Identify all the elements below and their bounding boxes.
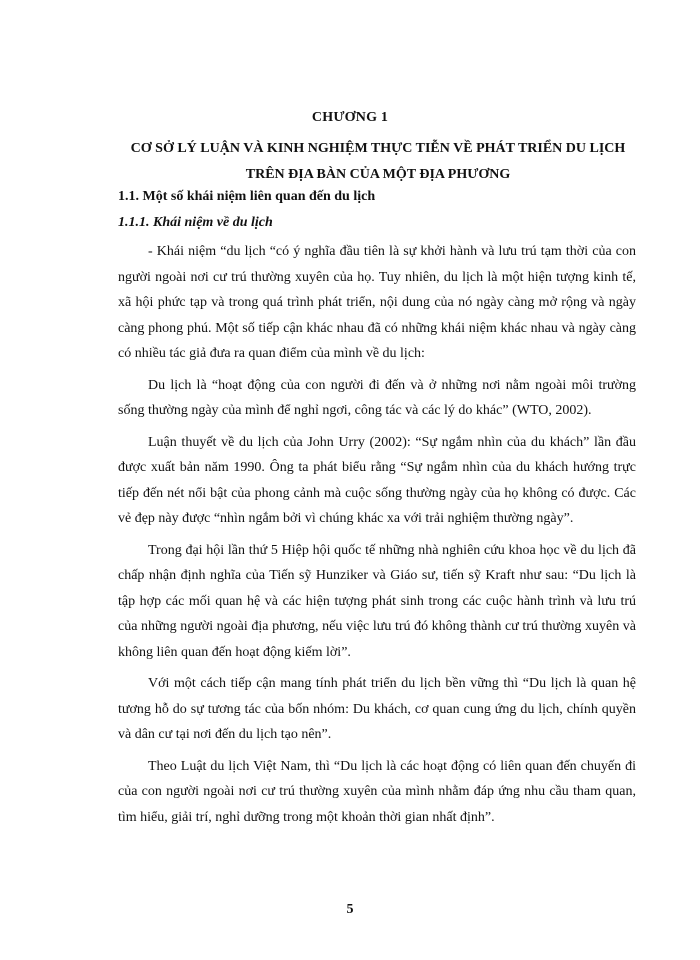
body-text: [118, 239, 636, 836]
paragraph: Trong đại hội lần thứ 5 Hiệp hội quốc tế những nhà nghiên cứu khoa học về du lịch đã chấp nhận định nghĩa của Tiến sỹ Hunziker và Giáo sư, tiến sỹ Kraft như sau: “Du lịch là tập hợp các mối quan hệ và các hiện tượng phát sinh trong các cuộc hành trình và lưu trú của những người ngoài địa phương, nếu việc lưu trú đó không thành cư trú thường xuyên và không liên quan đến hoạt động kiếm lời”.: [118, 542, 636, 660]
subsection-heading: 1.1.1. Khái niệm về du lịch: [118, 215, 273, 230]
paragraph: - Khái niệm “du lịch “có ý nghĩa đầu tiên là sự khởi hành và lưu trú tạm thời của con người ngoài nơi cư trú thường xuyên của họ. Tuy nhiên, du lịch là một hiện tượng kinh tế, xã hội phức tạp và trong quá trình phát triển, nội dung của nó ngày càng mở rộng và ngày càng phong phú. Một số tiếp cận khác nhau đã có những khái niệm khác nhau và ngày càng có nhiều tác giả đưa ra quan điểm của mình về du lịch:: [118, 244, 636, 361]
page-number: 5: [346, 902, 354, 917]
paragraph: Luận thuyết về du lịch của John Urry (2002): “Sự ngắm nhìn của du khách” lần đầu được xuất bản năm 1990. Ông ta phát biểu rằng “Sự ngắm nhìn của du khách hướng trực tiếp đến nét nổi bật của phong cảnh mà cuộc sống thường ngày của họ không có được. Các vẻ đẹp này được “nhìn ngắm bởi vì chúng khác xa với trải nghiệm thường ngày”.: [118, 434, 636, 526]
section-heading: 1.1. Một số khái niệm liên quan đến du lịch: [118, 189, 376, 204]
chapter-label: CHƯƠNG 1: [311, 110, 389, 125]
chapter-title: CƠ SỞ LÝ LUẬN VÀ KINH NGHIỆM THỰC TIỄN VỀ PHÁT TRIỂN DU LỊCH TRÊN ĐỊA BÀN CỦA MỘT ĐỊA PHƯƠNG: [130, 141, 626, 182]
paragraph: Du lịch là “hoạt động của con người đi đến và ở những nơi nằm ngoài môi trường sống thường ngày của mình để nghỉ ngơi, công tác và các lý do khác” (WTO, 2002).: [118, 377, 636, 418]
paragraph: Với một cách tiếp cận mang tính phát triển du lịch bền vững thì “Du lịch là quan hệ tương hỗ do sự tương tác của bốn nhóm: Du khách, cơ quan cung ứng du lịch, chính quyền và dân cư tại nơi đến du lịch tạo nên”.: [118, 676, 636, 742]
paragraph: Theo Luật du lịch Việt Nam, thì “Du lịch là các hoạt động có liên quan đến chuyến đi của con người ngoài nơi cư trú thường xuyên của mình nhằm đáp ứng nhu cầu tham quan, tìm hiểu, giải trí, nghỉ dưỡng trong một khoản thời gian nhất định”.: [118, 758, 636, 825]
